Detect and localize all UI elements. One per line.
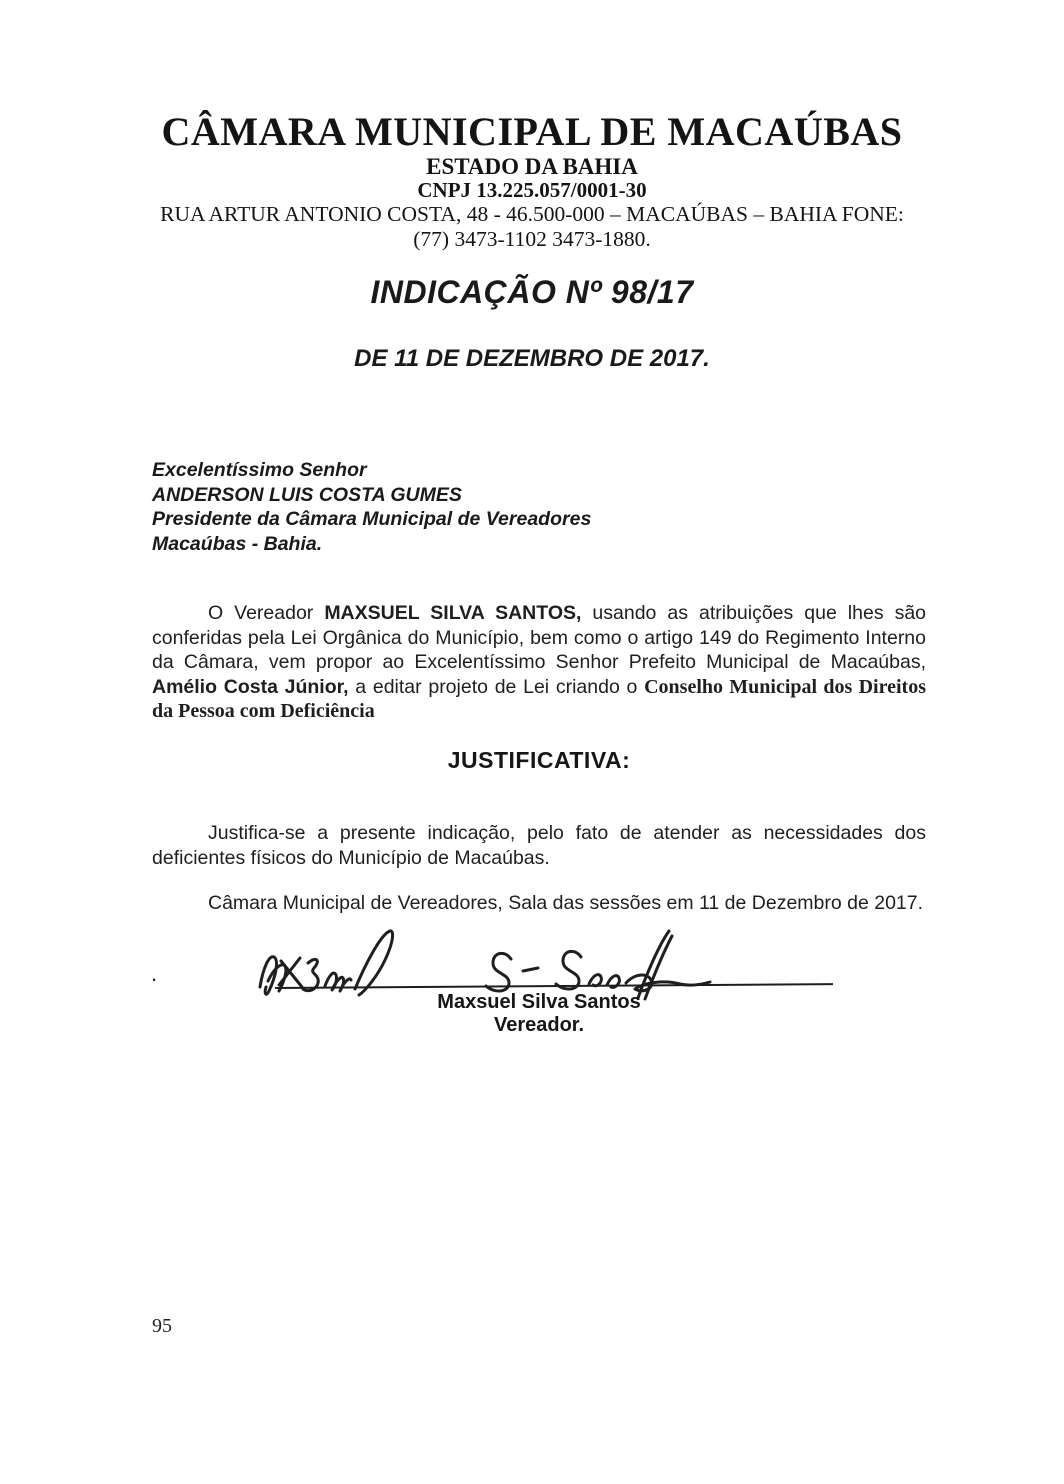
body-text: O Vereador xyxy=(208,602,325,624)
justification-heading: JUSTIFICATIVA: xyxy=(447,747,631,773)
justification-paragraph: Justifica-se a presente indicação, pelo fato de atender as necessidades dos deficientes físicos do Município de Macaúbas. xyxy=(152,822,926,869)
org-name: CÂMARA MUNICIPAL DE MACAÚBAS xyxy=(161,109,903,154)
org-cnpj: CNPJ 13.225.057/0001-30 xyxy=(417,178,647,202)
mayor-name-bold: Amélio Costa Júnior, xyxy=(152,675,349,698)
body-text: usando as atribuições que lhes são conferidas pela Lei Orgânica do Município, bem como o artigo 149 do Regimento Interno da Câmara, vem propor ao Excelentíssimo Senhor Prefeito Municipal de Macaúbas, xyxy=(152,602,927,673)
signatory-name: Maxsuel Silva Santos xyxy=(437,991,641,1013)
body-text: a editar projeto de Lei criando o xyxy=(348,675,645,698)
document-date: DE 11 DE DEZEMBRO DE 2017. xyxy=(354,345,710,372)
signatory-role: Vereador. xyxy=(493,1014,585,1036)
addressee-name: ANDERSON LUIS COSTA GUMES xyxy=(152,483,462,506)
addressee-role: Presidente da Câmara Municipal de Vereadores xyxy=(152,508,592,530)
org-state: ESTADO DA BAHIA xyxy=(426,154,638,179)
page-number: 95 xyxy=(152,1315,172,1337)
body-paragraph-1 xyxy=(152,601,926,724)
addressee-block xyxy=(152,458,852,556)
addressee-city: Macaúbas - Bahia. xyxy=(152,532,323,555)
stray-ink-dot: . xyxy=(151,961,158,986)
document-title: INDICAÇÃO Nº 98/17 xyxy=(370,274,694,310)
org-address: RUA ARTUR ANTONIO COSTA, 48 - 46.500-000 – MACAÚBAS – BAHIA FONE: xyxy=(160,202,904,226)
closing-paragraph: Câmara Municipal de Vereadores, Sala das sessões em 11 de Dezembro de 2017. xyxy=(208,892,924,914)
addressee-salutation: Excelentíssimo Senhor xyxy=(152,459,367,481)
org-phone: (77) 3473-1102 3473-1880. xyxy=(413,227,651,251)
council-name-bold: Conselho Municipal dos Direitos da Pessoa com Deficiência xyxy=(152,675,927,722)
author-name-bold: MAXSUEL SILVA SANTOS, xyxy=(324,602,582,624)
